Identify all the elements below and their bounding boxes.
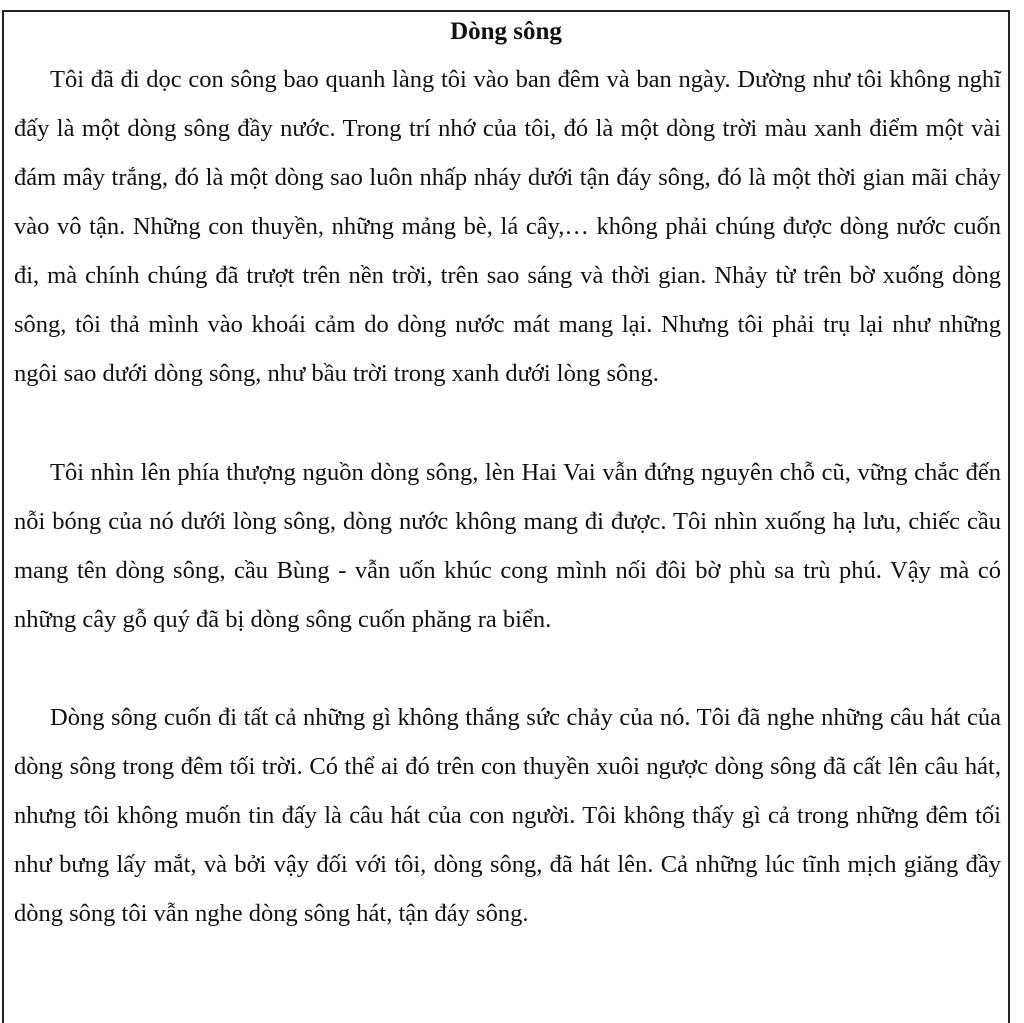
- paragraph-3: Dòng sông cuốn đi tất cả những gì không thắng sức chảy của nó. Tôi đã nghe những câu hát của dòng sông trong đêm tối trời. Có thể ai đó trên con thuyền xuôi ngược dòng sông đã cất lên câu hát, nhưng tôi không muốn tin đấy là câu hát của con người. Tôi không thấy gì cả trong những đêm tối như bưng lấy mắt, và bởi vậy đối với tôi, dòng sông, đã hát lên. Cả những lúc tĩnh mịch giăng đầy dòng sông tôi vẫn nghe dòng sông hát, tận đáy sông.: [14, 704, 1001, 927]
- paragraph-1: Tôi đã đi dọc con sông bao quanh làng tôi vào ban đêm và ban ngày. Dường như tôi không nghĩ đấy là một dòng sông đầy nước. Trong trí nhớ của tôi, đó là một dòng trời màu xanh điểm một vài đám mây trắng, đó là một dòng sao luôn nhấp nháy dưới tận đáy sông, đó là một thời gian mãi chảy vào vô tận. Những con thuyền, những mảng bè, lá cây,… không phải chúng được dòng nước cuốn đi, mà chính chúng đã trượt trên nền trời, trên sao sáng và thời gian. Nhảy từ trên bờ xuống dòng sông, tôi thả mình vào khoái cảm do dòng nước mát mang lại. Nhưng tôi phải trụ lại như những ngôi sao dưới dòng sông, như bầu trời trong xanh dưới lòng sông.: [14, 66, 1001, 387]
- document-frame: [2, 10, 1010, 1023]
- document-title: Dòng sông: [450, 18, 562, 45]
- paragraph-2: Tôi nhìn lên phía thượng nguồn dòng sông, lèn Hai Vai vẫn đứng nguyên chỗ cũ, vững chắc đến nỗi bóng của nó dưới lòng sông, dòng nước không mang đi được. Tôi nhìn xuống hạ lưu, chiếc cầu mang tên dòng sông, cầu Bùng - vẫn uốn khúc cong mình nối đôi bờ phù sa trù phú. Vậy mà có những cây gỗ quý đã bị dòng sông cuốn phăng ra biển.: [14, 459, 1001, 633]
